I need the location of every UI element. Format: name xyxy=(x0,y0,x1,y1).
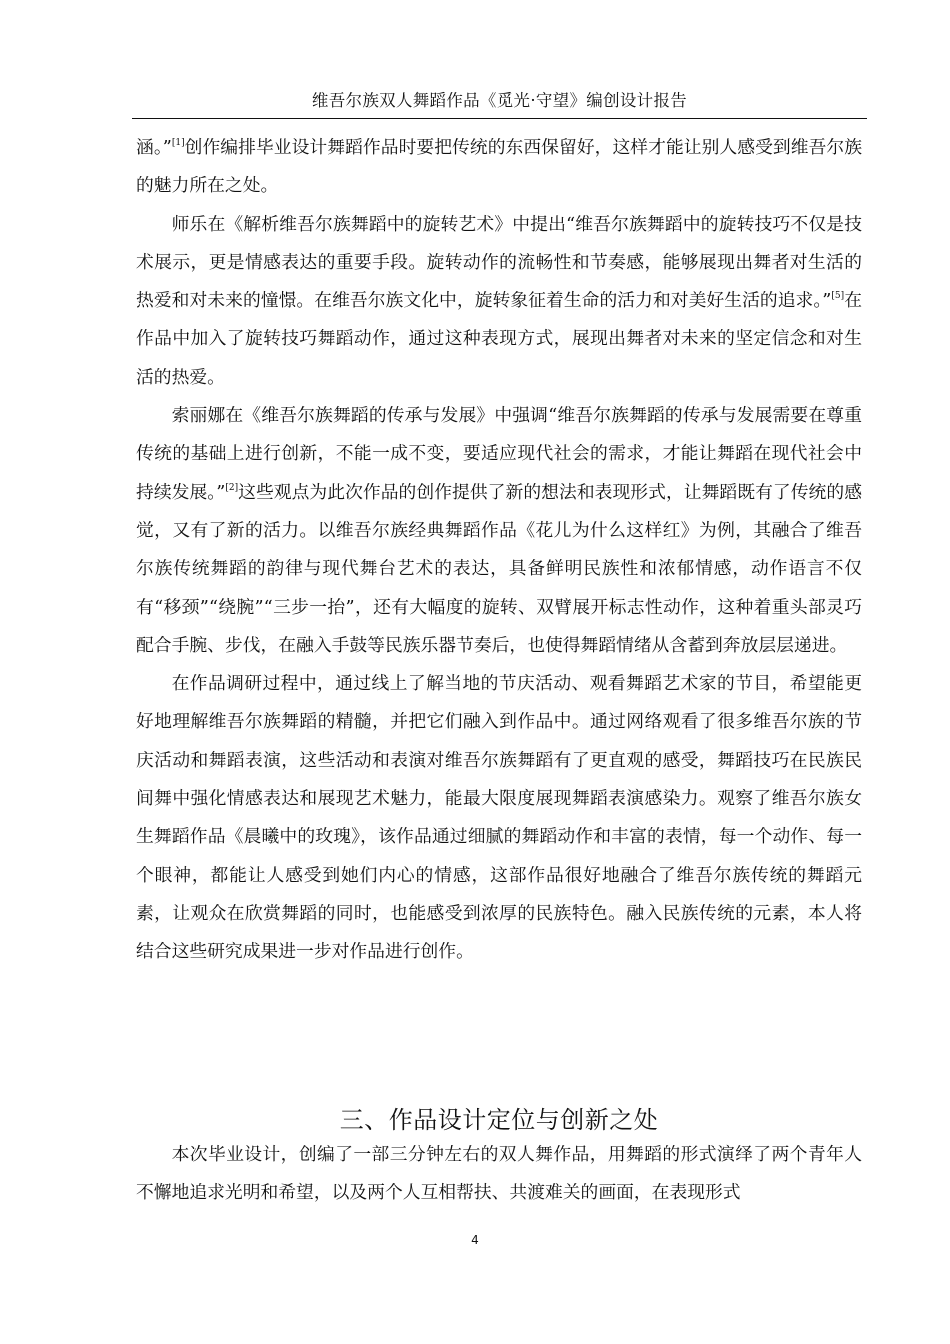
paragraph-text: 涵。” xyxy=(136,137,172,158)
body-text xyxy=(136,129,862,972)
paragraph-continuation xyxy=(136,129,862,206)
section-heading: 三、作品设计定位与创新之处 xyxy=(339,1105,659,1134)
paragraph: 本次毕业设计，创编了一部三分钟左右的双人舞作品，用舞蹈的形式演绎了两个青年人不懈地追求光明和希望，以及两个人互相帮扶、共渡难关的画面，在表现形式 xyxy=(136,1144,862,1204)
paragraph-text: 在作品调研过程中，通过线上了解当地的节庆活动、观看舞蹈艺术家的节目，希望能更好地理解维吾尔族舞蹈的精髓，并把它们融入到作品中。通过网络观看了很多维吾尔族的节庆活动和舞蹈表演，这些活动和表演对维吾尔族舞蹈有了更直观的感受，舞蹈技巧在民族民间舞中强化情感表达和展现艺术魅力，能最大限度展现舞蹈表演感染力。观察了维吾尔族女生舞蹈作品《晨曦中的玫瑰》，该作品通过细腻的舞蹈动作和丰富的表情，每一个动作、每一个眼神，都能让人感受到她们内心的情感，这部作品很好地融合了维吾尔族传统的舞蹈元素，让观众在欣赏舞蹈的同时，也能感受到浓厚的民族特色。融入民族传统的元素，本人将结合这些研究成果进一步对作品进行创作。 xyxy=(136,673,862,963)
citation-mark: [1] xyxy=(171,138,185,148)
header-title: 维吾尔族双人舞蹈作品《觅光·守望》编创设计报告 xyxy=(311,91,688,110)
paragraph-text: 创作编排毕业设计舞蹈作品时要把传统的东西保留好，这样才能让别人感受到维吾尔族的魅力所在之处。 xyxy=(136,137,862,197)
section-body xyxy=(136,1136,862,1213)
paragraph xyxy=(136,397,862,665)
citation-mark: [2] xyxy=(225,482,239,493)
paragraph-text: 在作品中加入了旋转技巧舞蹈动作，通过这种表现方式，展现出舞者对未来的坚定信念和对生活的热爱。 xyxy=(136,290,862,388)
paragraph xyxy=(136,665,862,971)
page-header xyxy=(132,90,867,119)
citation-mark: [5] xyxy=(831,291,845,302)
paragraph xyxy=(136,206,862,397)
paragraph-text: 这些观点为此次作品的创作提供了新的想法和表现形式，让舞蹈既有了传统的感觉，又有了新的活力。以维吾尔族经典舞蹈作品《花儿为什么这样红》为例，其融合了维吾尔族传统舞蹈的韵律与现代舞台艺术的表达，具备鲜明民族性和浓郁情感，动作语言不仅有“移颈”“绕腕”“三步一抬”，还有大幅度的旋转、双臂展开标志性动作，这种着重头部灵巧配合手腕、步伐，在融入手鼓等民族乐器节奏后，也使得舞蹈情绪从含蓄到奔放层层递进。 xyxy=(136,481,862,656)
page-number: 4 xyxy=(471,1233,479,1247)
paragraph-text: 师乐在《解析维吾尔族舞蹈中的旋转艺术》中提出“维吾尔族舞蹈中的旋转技巧不仅是技术展示，更是情感表达的重要手段。旋转动作的流畅性和节奏感，能够展现出舞者对生活的热爱和对未来的憧憬。在维吾尔族文化中，旋转象征着生命的活力和对美好生活的追求。” xyxy=(136,213,862,312)
paragraph-text: 索丽娜在《维吾尔族舞蹈的传承与发展》中强调“维吾尔族舞蹈的传承与发展需要在尊重传统的基础上进行创新，不能一成不变，要适应现代社会的需求，才能让舞蹈在现代社会中持续发展。” xyxy=(136,405,862,503)
